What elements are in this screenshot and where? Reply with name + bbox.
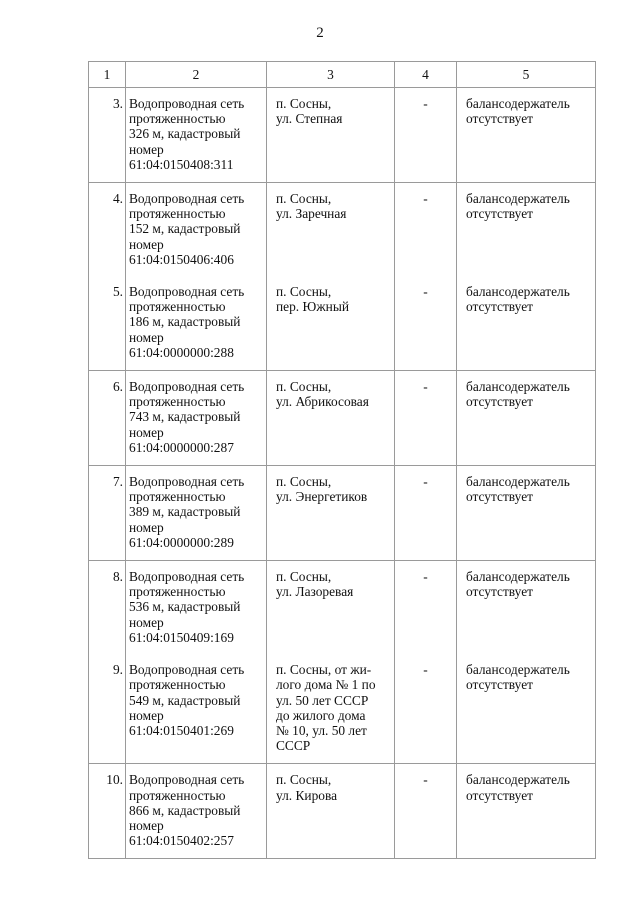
- row-number: 10.: [106, 772, 123, 788]
- object-description-cell: [126, 561, 267, 646]
- object-address: п. Сосны, ул. Лазоревая: [276, 569, 354, 600]
- object-description-cell: [126, 645, 267, 764]
- row-number-cell: [89, 267, 126, 371]
- table-body: [89, 88, 596, 859]
- row-number: 5.: [112, 284, 123, 300]
- column-4-value: -: [423, 191, 428, 207]
- balance-holder: балансодержатель отсутствует: [466, 284, 570, 315]
- balance-holder: балансодержатель отсутствует: [466, 569, 570, 600]
- object-description-cell: [126, 183, 267, 268]
- column-4-value-cell: [395, 183, 457, 268]
- row-number-cell: [89, 371, 126, 466]
- row-number-cell: [89, 561, 126, 646]
- column-4-value-cell: [395, 88, 457, 183]
- row-number: 3.: [112, 96, 123, 111]
- column-4-value-cell: [395, 561, 457, 646]
- balance-holder-cell: [457, 371, 596, 466]
- column-4-value: -: [423, 662, 428, 678]
- balance-holder: балансодержатель отсутствует: [466, 662, 570, 693]
- object-address-cell: [267, 764, 395, 859]
- balance-holder-cell: [457, 466, 596, 561]
- table-row: [89, 371, 596, 466]
- object-address-cell: [267, 267, 395, 371]
- row-number-cell: [89, 183, 126, 268]
- row-number-cell: [89, 466, 126, 561]
- column-4-value: -: [423, 96, 428, 111]
- object-address-cell: [267, 466, 395, 561]
- object-address: п. Сосны, от жи- лого дома № 1 по ул. 50 лет СССР до жилого дома № 10, ул. 50 лет СССР: [276, 662, 376, 754]
- object-description: Водопроводная сеть протяженностью 866 м, кадастровый номер 61:04:0150402:257: [129, 772, 245, 849]
- column-4-value-cell: [395, 371, 457, 466]
- object-address-cell: [267, 371, 395, 466]
- column-4-value: -: [423, 474, 428, 490]
- balance-holder-cell: [457, 645, 596, 764]
- row-number-cell: [89, 645, 126, 764]
- balance-holder-cell: [457, 561, 596, 646]
- column-header-4: 4: [395, 62, 457, 88]
- table-row: [89, 561, 596, 646]
- registry-table: [88, 61, 596, 859]
- balance-holder-cell: [457, 267, 596, 371]
- row-number: 6.: [112, 379, 123, 395]
- object-address: п. Сосны, ул. Заречная: [276, 191, 347, 222]
- balance-holder-cell: [457, 183, 596, 268]
- object-description: Водопроводная сеть протяженностью 389 м, кадастровый номер 61:04:0000000:289: [129, 474, 245, 550]
- object-description: Водопроводная сеть протяженностью 152 м, кадастровый номер 61:04:0150406:406: [129, 191, 245, 267]
- balance-holder: балансодержатель отсутствует: [466, 772, 570, 803]
- column-4-value: -: [423, 772, 428, 788]
- column-header-2: 2: [126, 62, 267, 88]
- object-address-cell: [267, 183, 395, 268]
- object-address: п. Сосны, ул. Степная: [276, 96, 343, 127]
- column-header-3: 3: [267, 62, 395, 88]
- table-row: [89, 88, 596, 183]
- page-number: 2: [316, 25, 324, 41]
- object-address: п. Сосны, ул. Энергетиков: [276, 474, 368, 505]
- object-description: Водопроводная сеть протяженностью 743 м, кадастровый номер 61:04:0000000:287: [129, 379, 245, 455]
- table-row: [89, 645, 596, 764]
- object-description-cell: [126, 267, 267, 371]
- balance-holder: балансодержатель отсутствует: [466, 474, 570, 505]
- column-4-value: -: [423, 284, 428, 300]
- column-4-value-cell: [395, 267, 457, 371]
- column-4-value-cell: [395, 764, 457, 859]
- balance-holder-cell: [457, 764, 596, 859]
- row-number: 4.: [112, 191, 123, 207]
- row-number: 8.: [112, 569, 123, 585]
- balance-holder: балансодержатель отсутствует: [466, 379, 570, 410]
- object-description-cell: [126, 466, 267, 561]
- object-address: п. Сосны, ул. Абрикосовая: [276, 379, 369, 410]
- object-description-cell: [126, 371, 267, 466]
- object-address: п. Сосны, пер. Южный: [276, 284, 350, 315]
- object-address-cell: [267, 88, 395, 183]
- table-row: [89, 764, 596, 859]
- row-number-cell: [89, 88, 126, 183]
- table-row: [89, 183, 596, 268]
- object-address-cell: [267, 561, 395, 646]
- column-header-5: 5: [457, 62, 596, 88]
- balance-holder: балансодержатель отсутствует: [466, 96, 570, 127]
- object-description: Водопроводная сеть протяженностью 326 м, кадастровый номер 61:04:0150408:311: [129, 96, 245, 172]
- row-number: 9.: [112, 662, 123, 678]
- column-4-value: -: [423, 569, 428, 585]
- row-number-cell: [89, 764, 126, 859]
- header-row: [89, 62, 596, 88]
- object-description: Водопроводная сеть протяженностью 186 м, кадастровый номер 61:04:0000000:288: [129, 284, 245, 360]
- balance-holder-cell: [457, 88, 596, 183]
- object-description-cell: [126, 88, 267, 183]
- object-description-cell: [126, 764, 267, 859]
- row-number: 7.: [112, 474, 123, 490]
- object-address-cell: [267, 645, 395, 764]
- object-description: Водопроводная сеть протяженностью 549 м, кадастровый номер 61:04:0150401:269: [129, 662, 245, 738]
- column-4-value: -: [423, 379, 428, 395]
- column-4-value-cell: [395, 466, 457, 561]
- column-4-value-cell: [395, 645, 457, 764]
- object-description: Водопроводная сеть протяженностью 536 м, кадастровый номер 61:04:0150409:169: [129, 569, 245, 645]
- table-row: [89, 466, 596, 561]
- balance-holder: балансодержатель отсутствует: [466, 191, 570, 222]
- table-row: [89, 267, 596, 371]
- column-header-1: 1: [89, 62, 126, 88]
- object-address: п. Сосны, ул. Кирова: [276, 772, 338, 803]
